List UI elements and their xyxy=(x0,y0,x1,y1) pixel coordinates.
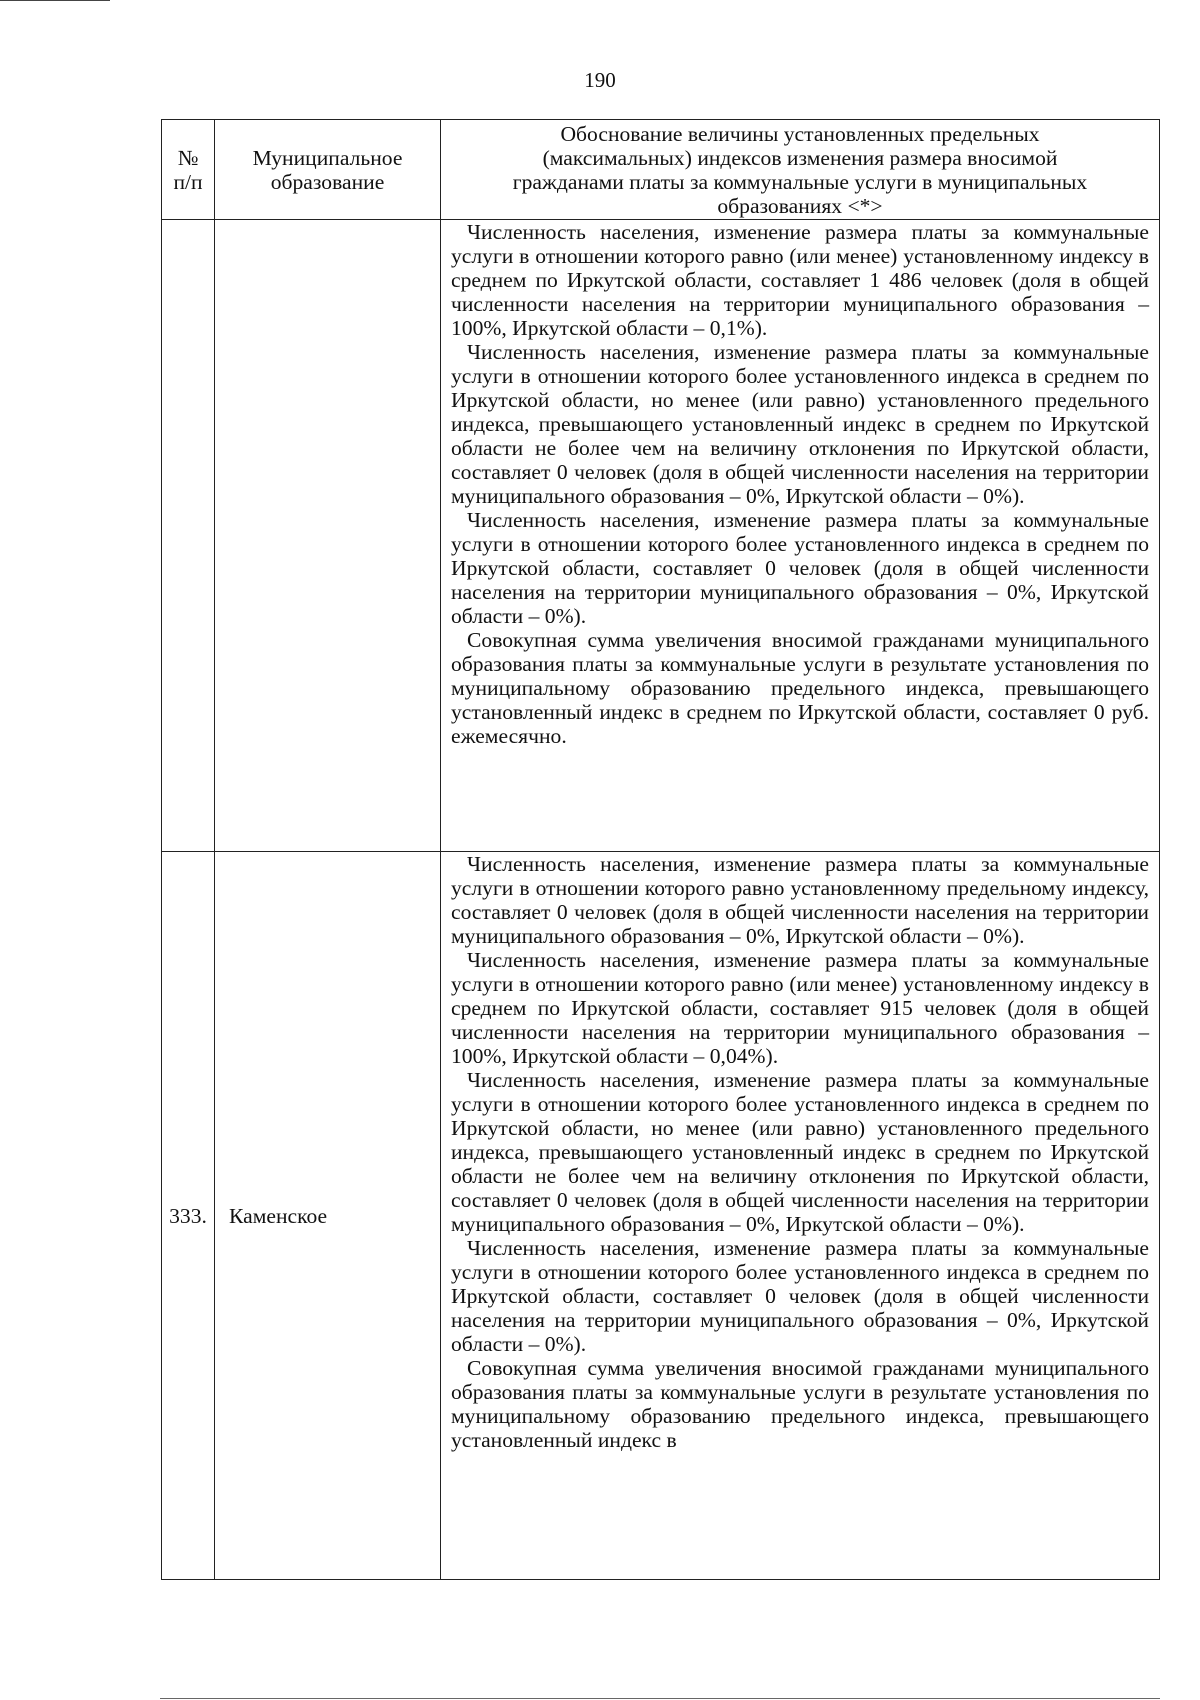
justification-paragraph: Численность населения, изменение размера платы за коммунальные услуги в отношении которого более установленного индекса в среднем по Иркутской области, но менее (или равно) установленного предельного индекса, превышающего установленный индекс в среднем по Иркутской области не более чем на величину отклонения по Иркутской области, составляет 0 человек (доля в общей численности населения на территории муниципального образования – 0%, Иркутской области – 0%). xyxy=(451,1068,1149,1236)
justification-paragraph: Численность населения, изменение размера платы за коммунальные услуги в отношении которого равно установленному предельному индексу, составляет 0 человек (доля в общей численности населения на территории муниципального образования – 0%, Иркутской области – 0%). xyxy=(451,852,1149,948)
scan-edge-line xyxy=(0,0,110,1)
row-municipality xyxy=(215,220,441,852)
row-municipality: Каменское xyxy=(215,852,441,1580)
header-municipality: Муниципальное образование xyxy=(215,120,441,220)
row-justification xyxy=(441,852,1160,1580)
justification-paragraph: Численность населения, изменение размера платы за коммунальные услуги в отношении которого более установленного индекса в среднем по Иркутской области, но менее (или равно) установленного предельного индекса, превышающего установленный индекс в среднем по Иркутской области не более чем на величину отклонения по Иркутской области, составляет 0 человек (доля в общей численности населения на территории муниципального образования – 0%, Иркутской области – 0%). xyxy=(451,340,1149,508)
row-justification xyxy=(441,220,1160,852)
table-header xyxy=(162,120,1160,220)
header-number: № п/п xyxy=(162,120,215,220)
justification-table xyxy=(161,119,1160,1580)
row-number xyxy=(162,220,215,852)
table-row xyxy=(162,852,1160,1580)
justification-paragraph: Совокупная сумма увеличения вносимой гражданами муниципального образования платы за коммунальные услуги в результате установления по муниципальному образованию предельного индекса, превышающего установленный индекс в xyxy=(451,1356,1149,1452)
page-number: 190 xyxy=(584,68,616,92)
table-row xyxy=(162,220,1160,852)
justification-paragraph: Численность населения, изменение размера платы за коммунальные услуги в отношении которого равно (или менее) установленному индексу в среднем по Иркутской области, составляет 1 486 человек (доля в общей численности населения на территории муниципального образования – 100%, Иркутской области – 0,1%). xyxy=(451,220,1149,340)
justification-paragraph: Численность населения, изменение размера платы за коммунальные услуги в отношении которого более установленного индекса в среднем по Иркутской области, составляет 0 человек (доля в общей численности населения на территории муниципального образования – 0%, Иркутской области – 0%). xyxy=(451,1236,1149,1356)
scan-bottom-line xyxy=(160,1698,1160,1699)
justification-paragraph: Численность населения, изменение размера платы за коммунальные услуги в отношении которого равно (или менее) установленному индексу в среднем по Иркутской области, составляет 915 человек (доля в общей численности населения на территории муниципального образования – 100%, Иркутской области – 0,04%). xyxy=(451,948,1149,1068)
row-number: 333. xyxy=(162,852,215,1580)
justification-paragraph: Численность населения, изменение размера платы за коммунальные услуги в отношении которого более установленного индекса в среднем по Иркутской области, составляет 0 человек (доля в общей численности населения на территории муниципального образования – 0%, Иркутской области – 0%). xyxy=(451,508,1149,628)
justification-paragraph: Совокупная сумма увеличения вносимой гражданами муниципального образования платы за коммунальные услуги в результате установления по муниципальному образованию предельного индекса, превышающего установленный индекс в среднем по Иркутской области, составляет 0 руб. ежемесячно. xyxy=(451,628,1149,748)
header-justification: Обоснование величины установленных предельных (максимальных) индексов изменения размера вносимой гражданами платы за коммунальные услуги в муниципальных образованиях <*> xyxy=(441,120,1160,220)
